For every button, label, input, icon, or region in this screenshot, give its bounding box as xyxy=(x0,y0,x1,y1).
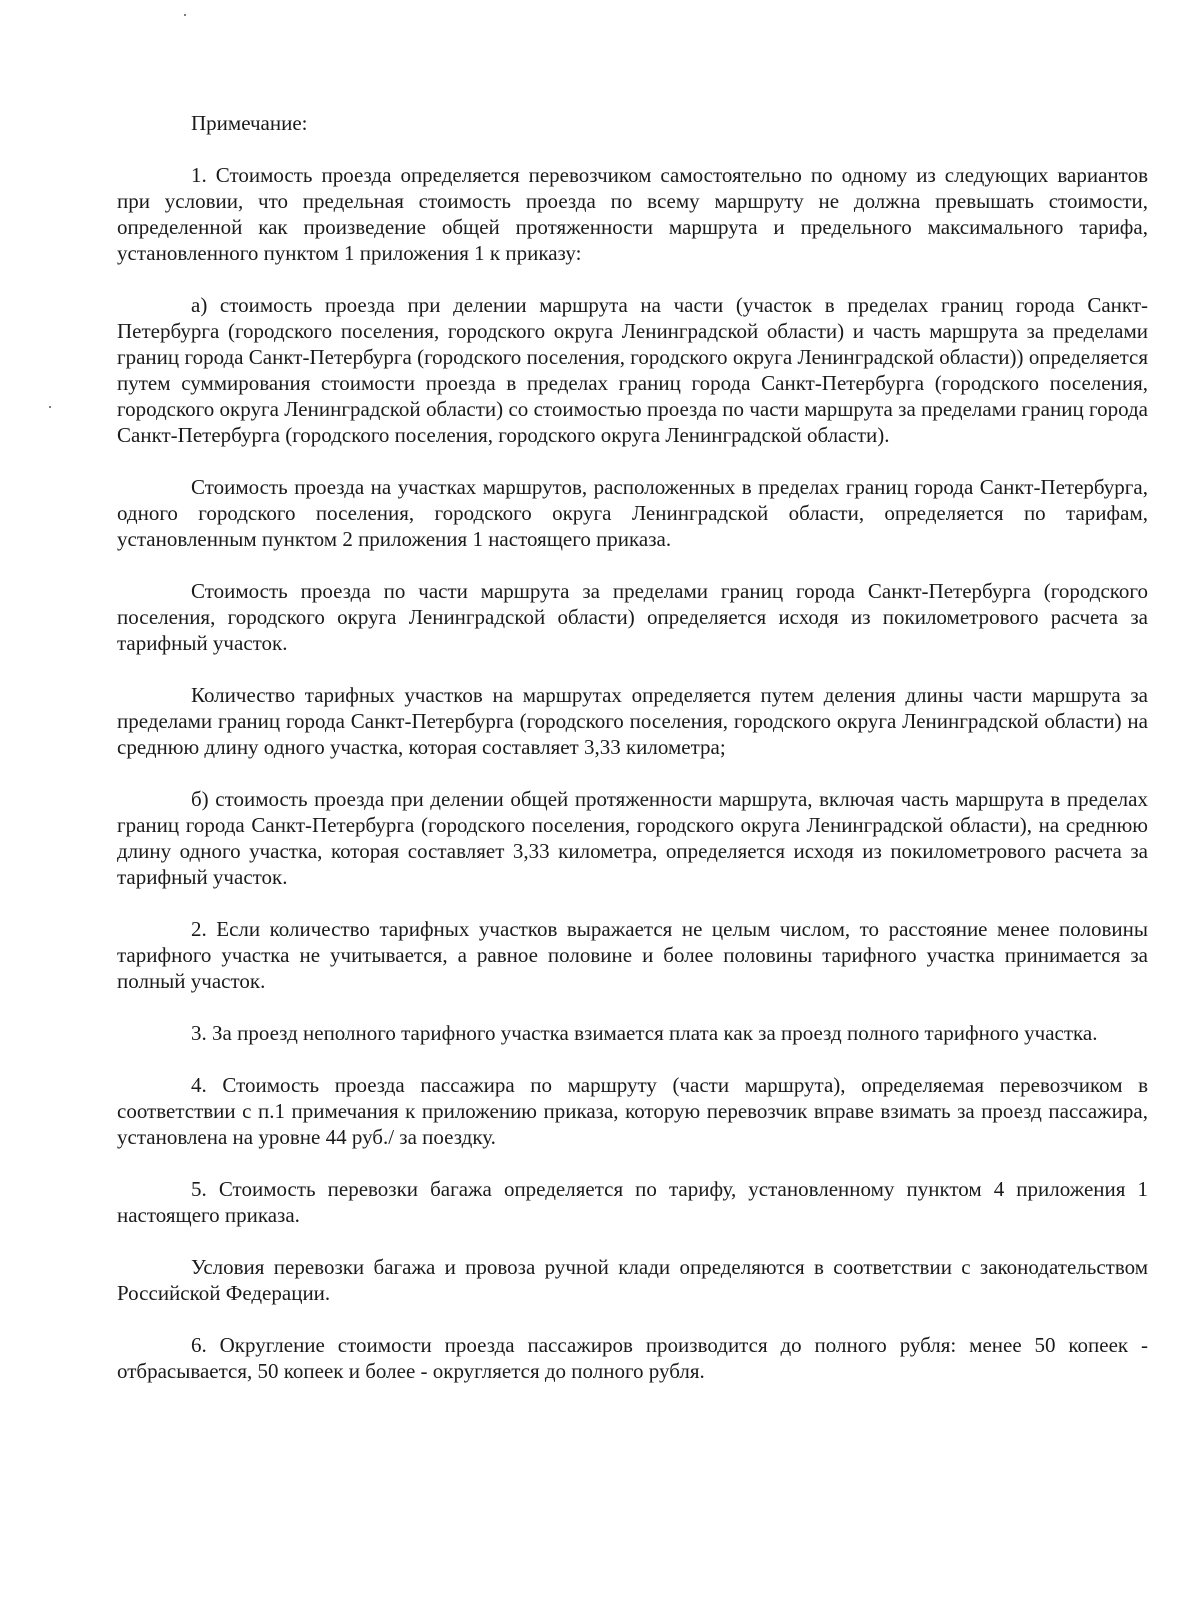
paragraph-2: 2. Если количество тарифных участков выражается не целым числом, то расстояние менее половины тарифного участка не учитывается, а равное половине и более половины тарифного участка принимается за полный участок. xyxy=(117,917,1148,993)
scan-speck xyxy=(49,406,51,408)
spacer xyxy=(117,1306,1148,1332)
paragraph-4: 4. Стоимость проезда пассажира по маршруту (части маршрута), определяемая перевозчиком в соответствии с п.1 примечания к приложению приказа, которую перевозчик вправе взимать за проезд пассажира, установлена на уровне 44 руб./ за поездку. xyxy=(117,1073,1148,1149)
paragraph-segment-count: Количество тарифных участков на маршрутах определяется путем деления длины части маршрута за пределами границ города Санкт-Петербурга (городского поселения, городского округа Ленинградской области) на среднюю длину одного участка, которая составляет 3,33 километра; xyxy=(117,683,1148,759)
paragraph-1b: б) стоимость проезда при делении общей протяженности маршрута, включая часть маршрута в пределах границ города Санкт-Петербурга (городского поселения, городского округа Ленинградской области), на среднюю длину одного участка, которая составляет 3,33 километра, определяется исходя из покилометрового расчета за тарифный участок. xyxy=(117,787,1148,889)
paragraph-5: 5. Стоимость перевозки багажа определяется по тарифу, установленному пунктом 4 приложения 1 настоящего приказа. xyxy=(117,1177,1148,1227)
spacer xyxy=(117,136,1148,162)
note-title: Примечание: xyxy=(191,111,308,135)
spacer xyxy=(117,1046,1148,1072)
paragraph-1: 1. Стоимость проезда определяется перевозчиком самостоятельно по одному из следующих вариантов при условии, что предельная стоимость проезда по всему маршруту не должна превышать стоимости, определенной как произведение общей протяженности маршрута и предельного максимального тарифа, установленного пунктом 1 приложения 1 к приказу: xyxy=(117,163,1148,265)
paragraph-1a: а) стоимость проезда при делении маршрута на части (участок в пределах границ города Санкт-Петербурга (городского поселения, городского округа Ленинградской области) и часть маршрута за пределами границ города Санкт-Петербурга (городского поселения, городского округа Ленинградской области)) определяется путем суммирования стоимости проезда в пределах границ города Санкт-Петербурга (городского поселения, городского округа Ленинградской области) со стоимостью проезда по части маршрута за пределами границ города Санкт-Петербурга (городского поселения, городского округа Ленинградской области). xyxy=(117,293,1148,447)
spacer xyxy=(117,760,1148,786)
paragraph-spb-segments: Стоимость проезда на участках маршрутов, расположенных в пределах границ города Санкт-Петербурга, одного городского поселения, городского округа Ленинградской области, определяется по тарифам, установленным пунктом 2 приложения 1 настоящего приказа. xyxy=(117,475,1148,551)
spacer xyxy=(117,266,1148,292)
paragraph-6: 6. Округление стоимости проезда пассажиров производится до полного рубля: менее 50 копеек - отбрасывается, 50 копеек и более - округляется до полного рубля. xyxy=(117,1333,1148,1383)
spacer xyxy=(117,1150,1148,1176)
paragraph-3: 3. За проезд неполного тарифного участка взимается плата как за проезд полного тарифного участка. xyxy=(191,1021,1098,1045)
spacer xyxy=(117,890,1148,916)
spacer xyxy=(117,448,1148,474)
paragraph-outside-segments: Стоимость проезда по части маршрута за пределами границ города Санкт-Петербурга (городского поселения, городского округа Ленинградской области) определяется исходя из покилометрового расчета за тарифный участок. xyxy=(117,579,1148,655)
scan-speck xyxy=(184,14,186,16)
spacer xyxy=(117,1228,1148,1254)
paragraph-baggage-conditions: Условия перевозки багажа и провоза ручной клади определяются в соответствии с законодательством Российской Федерации. xyxy=(117,1255,1148,1305)
spacer xyxy=(117,994,1148,1020)
spacer xyxy=(117,656,1148,682)
spacer xyxy=(117,552,1148,578)
